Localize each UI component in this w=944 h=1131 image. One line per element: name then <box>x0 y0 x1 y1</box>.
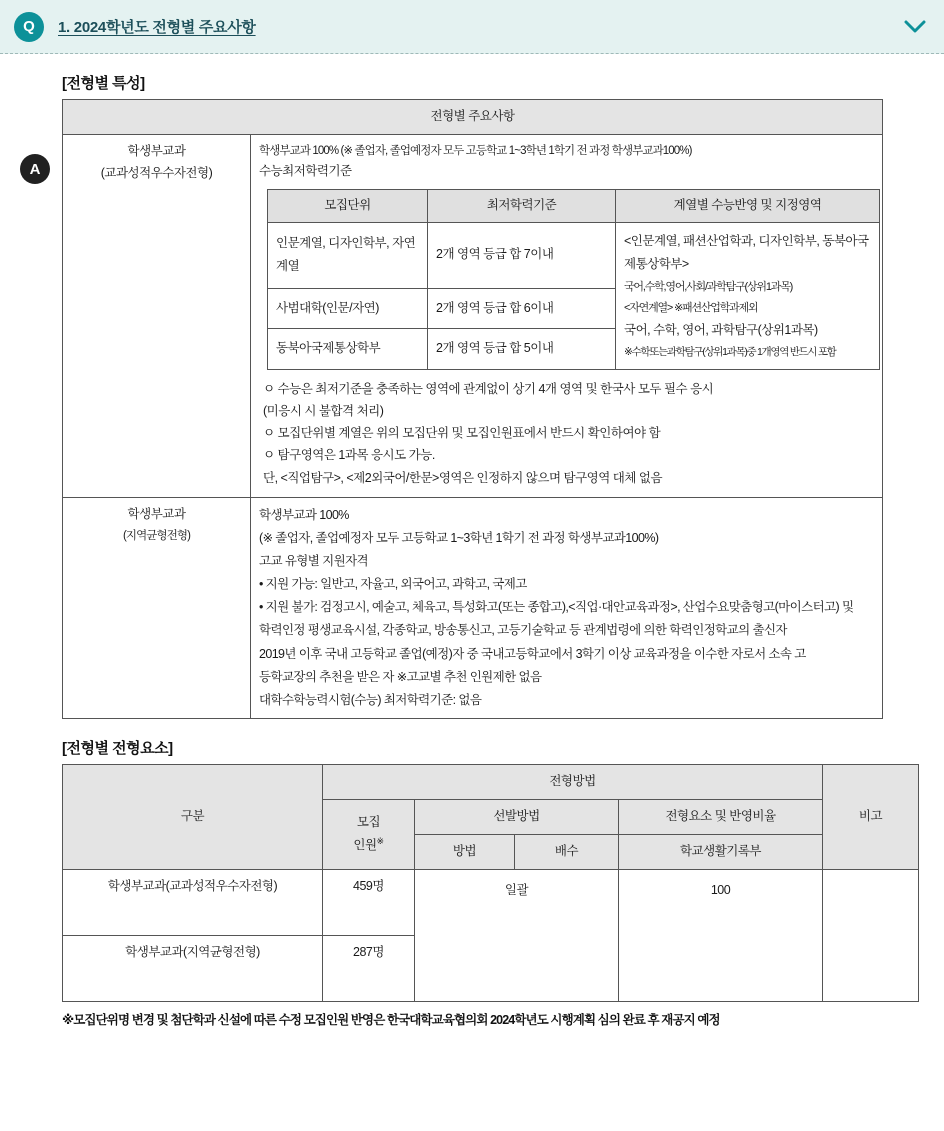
note-item: (미응시 시 불합격 처리) <box>263 403 384 418</box>
inner-cell-unit: 동북아국제통상학부 <box>268 329 428 369</box>
header-recruit-line2 <box>331 834 406 857</box>
table-row <box>63 134 883 497</box>
elements-footnote: ※모집단위명 변경 및 첨단학과 신설에 따른 수정 모집인원 반영은 한국대학교육협의회 2024학년도 시행계획 심의 완료 후 재공지 예정 <box>62 1012 720 1027</box>
header-selection-multiple: 배수 <box>515 834 619 869</box>
admission-elements-table <box>62 764 919 1002</box>
cell-method: 일괄 <box>415 869 619 1001</box>
header-recruit-line1: 모집 <box>356 814 381 829</box>
row-label-line2: (지역균형전형) <box>122 529 191 542</box>
header-bigo: 비고 <box>823 764 919 869</box>
admission-characteristics-table <box>62 99 883 719</box>
areas-line-3: <자연계열> ※패션산업학과제외 <box>624 302 758 315</box>
tail-line: 2019년 이후 국내 고등학교 졸업(예정)자 중 국내고등학교에서 3학기 이상 교육과정을 이수한 자로서 소속 고 <box>259 646 806 661</box>
header-elements-item: 학교생활기록부 <box>619 834 823 869</box>
chevron-down-icon[interactable] <box>902 14 928 40</box>
section-title-elements: [전형별 전형요소] <box>62 739 173 757</box>
table-title-cell: 전형별 주요사항 <box>63 100 883 135</box>
content-area <box>62 72 882 1028</box>
inner-cell-areas <box>616 222 880 369</box>
tail-line: 등학교장의 추천을 받은 자 ※고교별 추천 인원제한 없음 <box>259 669 542 684</box>
cell-gubun: 학생부교과(지역균형전형) <box>63 935 323 1001</box>
note-item: ㅇ 모집단위별 계열은 위의 모집단위 및 모집인원표에서 반드시 확인하여야 함 <box>263 426 661 441</box>
inner-cell-criteria: 2개 영역 등급 합 7이내 <box>428 222 616 288</box>
inner-col-areas: 계열별 수능반영 및 지정영역 <box>616 189 880 222</box>
cell-recruit: 459명 <box>323 869 415 935</box>
body-line: (※ 졸업자, 졸업예정자 모두 고등학교 1~3학년 1학기 전 과정 학생부교과100%) <box>259 530 659 545</box>
body-line: 학생부교과 100% <box>259 507 349 522</box>
inner-cell-criteria: 2개 영역 등급 합 6이내 <box>428 288 616 328</box>
elements-header-row-1 <box>63 764 919 799</box>
header-recruit-mark: ※ <box>376 835 384 846</box>
cell-gubun: 학생부교과(교과성적우수자전형) <box>63 869 323 935</box>
answer-badge-wrap <box>20 154 50 184</box>
header-selection-group: 선발방법 <box>415 799 619 834</box>
intro-line-1: 학생부교과 100% (※ 졸업자, 졸업예정자 모두 고등학교 1~3학년 1학기 전 과정 학생부교과100%) <box>259 144 692 157</box>
accordion-header[interactable] <box>0 0 944 54</box>
note-item: 단, <직업탐구>, <제2외국어/한문>영역은 인정하지 않으며 탐구영역 대체 없음 <box>263 470 663 485</box>
tail-line: 대학수학능력시험(수능) 최저학력기준: 없음 <box>259 692 482 707</box>
note-item: ㅇ 수능은 최저기준을 충족하는 영역에 관계없이 상기 4개 영역 및 한국사 모두 필수 응시 <box>263 381 714 396</box>
row-content-cell <box>251 497 883 718</box>
suneung-minimum-table <box>267 189 880 370</box>
table-row <box>63 497 883 718</box>
table-header-row <box>63 100 883 135</box>
tail-line: 학력인정 평생교육시설, 각종학교, 방송통신고, 고등기술학교 등 관계법령에 의한 학력인정학교의 출신자 <box>259 623 787 638</box>
accordion-body <box>0 54 944 1028</box>
inner-table-row <box>268 222 880 288</box>
row-label-line1: 학생부교과 <box>127 143 186 158</box>
intro-line-2: 수능최저학력기준 <box>259 164 352 178</box>
inner-cell-unit: 인문계열, 디자인학부, 자연계열 <box>268 222 428 288</box>
cell-recruit: 287명 <box>323 935 415 1001</box>
section-title-characteristics: [전형별 특성] <box>62 75 145 92</box>
body-line: 고교 유형별 지원자격 <box>259 554 369 569</box>
areas-line-4: 국어, 수학, 영어, 과학탐구(상위1과목) <box>624 322 818 337</box>
areas-line-1: <인문계열, 패션산업학과, 디자인학부, 동북아국제통상학부> <box>624 233 869 272</box>
cell-bigo <box>823 869 919 1001</box>
row-content-cell <box>251 134 883 497</box>
header-gubun: 구분 <box>63 764 323 869</box>
header-selection-method: 방법 <box>415 834 515 869</box>
answer-badge: A <box>20 154 50 184</box>
question-badge: Q <box>14 12 44 42</box>
notes-list <box>263 378 874 489</box>
bullet-item: • 지원 가능: 일반고, 자율고, 외국어고, 과학고, 국제고 <box>259 577 527 592</box>
table-row <box>63 869 919 935</box>
row-label-line2: (교과성적우수자전형) <box>100 165 213 180</box>
bullet-item: • 지원 불가: 검정고시, 예술고, 체육고, 특성화고(또는 종합고),<직업·대안교육과정>, 산업수요맞춤형고(마이스터고) 및 <box>259 600 854 615</box>
header-recruit-count <box>323 799 415 869</box>
eligibility-block <box>259 504 874 712</box>
inner-col-unit: 모집단위 <box>268 189 428 222</box>
inner-col-criteria: 최저학력기준 <box>428 189 616 222</box>
row-label-cell <box>63 134 251 497</box>
cell-record: 100 <box>619 869 823 1001</box>
row-label-line1: 학생부교과 <box>127 506 186 521</box>
areas-line-2: 국어,수학,영어,사회/과학탐구(상위1과목) <box>624 281 793 294</box>
header-elements-group: 전형요소 및 반영비율 <box>619 799 823 834</box>
inner-cell-unit: 사범대학(인문/자연) <box>268 288 428 328</box>
inner-cell-criteria: 2개 영역 등급 합 5이내 <box>428 329 616 369</box>
accordion-title[interactable]: 1. 2024학년도 전형별 주요사항 <box>58 19 256 36</box>
header-method-group: 전형방법 <box>323 764 823 799</box>
note-item: ㅇ 탐구영역은 1과목 응시도 가능. <box>263 448 435 463</box>
inner-header-row <box>268 189 880 222</box>
areas-line-5: ※수학또는과학탐구(상위1과목)중 1개영역 반드시 포함 <box>624 345 836 358</box>
header-recruit-text: 인원 <box>353 837 377 852</box>
row-label-cell <box>63 497 251 718</box>
